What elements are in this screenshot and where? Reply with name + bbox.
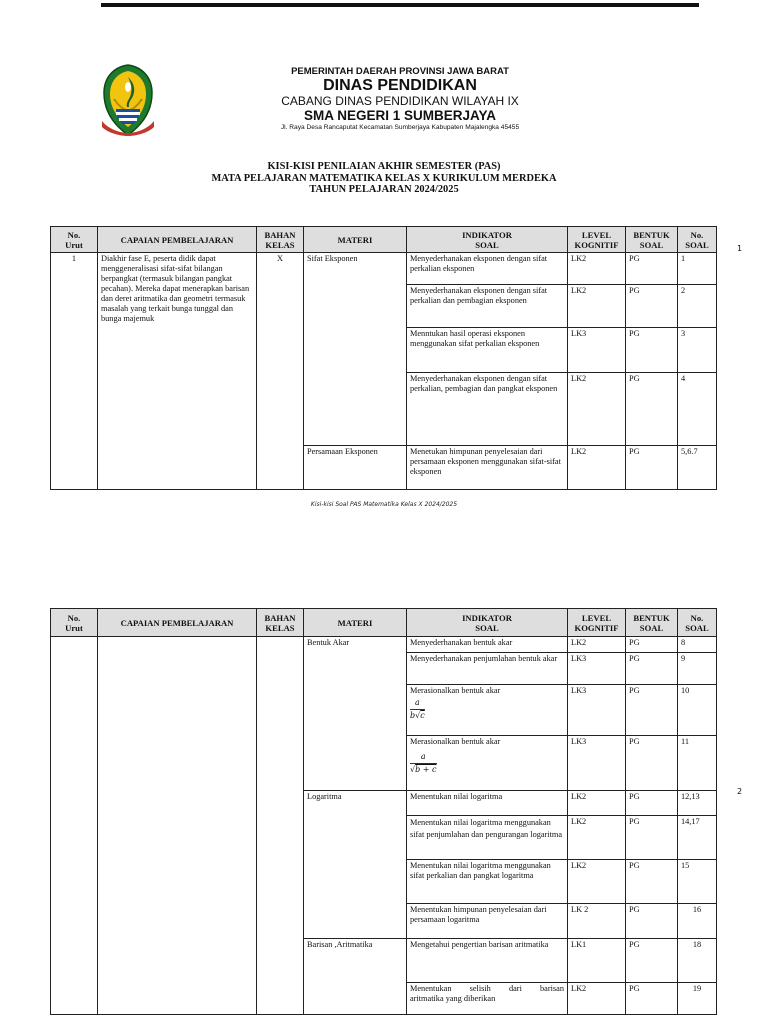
kisi-table-page-1 (50, 226, 717, 490)
cell-no-soal: 11 (678, 736, 717, 791)
cell-no-soal: 12,13 (678, 791, 717, 816)
cell-level: LK2 (568, 816, 626, 860)
cell-bentuk: PG (626, 653, 678, 685)
indikator-text-line: aritmatika yang diberikan (410, 994, 496, 1003)
cell-no-soal: 10 (678, 685, 717, 736)
cell-materi: Logaritma (304, 791, 407, 939)
cell-indikator: Menentukan nilai logaritma (407, 791, 568, 816)
cell-bentuk: PG (626, 285, 678, 328)
cell-no-soal: 3 (678, 328, 717, 373)
indikator-text: Merasionalkan bentuk akar (410, 686, 501, 695)
fraction-formula (410, 752, 437, 774)
letterhead-agency: DINAS PENDIDIKAN (323, 77, 477, 94)
col-header-bahan-kelas: BAHAN KELAS (257, 609, 304, 637)
cell-bentuk: PG (626, 685, 678, 736)
cell-bentuk: PG (626, 736, 678, 791)
cell-capaian (98, 637, 257, 1015)
cell-level: LK2 (568, 285, 626, 328)
cell-indikator: Menentukan nilai logaritma menggunakan sifat perkalian dan pangkat logaritma (407, 860, 568, 904)
col-header-no-urut: No. Urut (51, 227, 98, 253)
cell-no-urut (51, 637, 98, 1015)
cell-level: LK2 (568, 373, 626, 446)
cell-level: LK2 (568, 253, 626, 285)
col-header-bentuk: BENTUK SOAL (626, 227, 678, 253)
cell-indikator: Menyederhanakan eksponen dengan sifat perkalian dan pembagian eksponen (407, 285, 568, 328)
col-header-bahan-kelas: BAHAN KELAS (257, 227, 304, 253)
col-header-materi: MATERI (304, 609, 407, 637)
document-title (100, 161, 668, 196)
title-line-1: KISI-KISI PENILAIAN AKHIR SEMESTER (PAS) (267, 161, 501, 172)
cell-level: LK2 (568, 860, 626, 904)
cell-bentuk: PG (626, 860, 678, 904)
cell-materi: Barisan ,Aritmatika (304, 939, 407, 1015)
col-header-no-urut: No. Urut (51, 609, 98, 637)
col-header-level: LEVEL KOGNITIF (568, 609, 626, 637)
cell-no-soal: 1 (678, 253, 717, 285)
cell-level: LK1 (568, 939, 626, 983)
cell-no-urut: 1 (51, 253, 98, 490)
fraction-numerator: a (410, 752, 437, 764)
cell-indikator: Menyederhanakan penjumlahan bentuk akar (407, 653, 568, 685)
letterhead-school: SMA NEGERI 1 SUMBERJAYA (303, 108, 497, 123)
cell-indikator: Menentukan nilai logaritma menggunakan sifat penjumlahan dan pengurangan logaritma (407, 816, 568, 860)
top-rule (101, 3, 699, 7)
cell-bentuk: PG (626, 904, 678, 939)
fraction-denominator: √b + c (410, 765, 437, 774)
cell-kelas: X (257, 253, 304, 490)
cell-bentuk: PG (626, 373, 678, 446)
cell-level: LK2 (568, 983, 626, 1015)
cell-indikator: Menetukan himpunan penyelesaian dari persamaan eksponen menggunakan sifat-sifat eksponen (407, 446, 568, 490)
col-header-no-soal: No. SOAL (678, 609, 717, 637)
cell-bentuk: PG (626, 939, 678, 983)
cell-indikator (407, 685, 568, 736)
cell-indikator (407, 736, 568, 791)
fraction-numerator: a (410, 698, 425, 710)
cell-no-soal: 9 (678, 653, 717, 685)
cell-indikator: Menentukan himpunan penyelesaian dari persamaan logaritma (407, 904, 568, 939)
letterhead-address: Jl. Raya Desa Rancaputat Kecamatan Sumberjaya Kabupaten Majalengka 45455 (280, 124, 520, 131)
cell-indikator: Menyederhanakan eksponen dengan sifat perkalian, pembagian dan pangkat eksponen (407, 373, 568, 446)
kisi-table-page-2 (50, 608, 717, 1015)
table-row (51, 253, 717, 285)
col-header-capaian: CAPAIAN PEMBELAJARAN (98, 227, 257, 253)
col-header-capaian: CAPAIAN PEMBELAJARAN (98, 609, 257, 637)
cell-bentuk: PG (626, 791, 678, 816)
jawa-barat-crest-icon (100, 63, 156, 137)
cell-no-soal: 2 (678, 285, 717, 328)
fraction-denominator: b√c (410, 711, 425, 720)
cell-materi: Bentuk Akar (304, 637, 407, 791)
table-header-row (51, 227, 717, 253)
cell-level: LK 2 (568, 904, 626, 939)
cell-materi: Persamaan Eksponen (304, 446, 407, 490)
indikator-text-line: Menentukan selisih dari barisan (410, 984, 564, 993)
cell-no-soal: 18 (678, 939, 717, 983)
cell-level: LK3 (568, 685, 626, 736)
cell-bentuk: PG (626, 637, 678, 653)
table-header-row (51, 609, 717, 637)
indikator-text: Merasionalkan bentuk akar (410, 737, 501, 746)
table-row (51, 637, 717, 653)
col-header-indikator: INDIKATOR SOAL (407, 609, 568, 637)
cell-level: LK3 (568, 328, 626, 373)
col-header-level: LEVEL KOGNITIF (568, 227, 626, 253)
page-number-1: 1 (737, 244, 743, 253)
cell-bentuk: PG (626, 328, 678, 373)
col-header-bentuk: BENTUK SOAL (626, 609, 678, 637)
cell-level: LK3 (568, 653, 626, 685)
cell-no-soal: 19 (678, 983, 717, 1015)
title-line-2: MATA PELAJARAN MATEMATIKA KELAS X KURIKULUM MERDEKA (211, 172, 557, 184)
cell-no-soal: 4 (678, 373, 717, 446)
cell-level: LK3 (568, 736, 626, 791)
letterhead-branch: CABANG DINAS PENDIDIKAN WILAYAH IX (281, 94, 519, 108)
cell-bentuk: PG (626, 983, 678, 1015)
cell-no-soal: 5,6.7 (678, 446, 717, 490)
cell-no-soal: 15 (678, 860, 717, 904)
cell-materi: Sifat Eksponen (304, 253, 407, 446)
cell-kelas (257, 637, 304, 1015)
cell-level: LK2 (568, 446, 626, 490)
fraction-formula (410, 698, 425, 720)
cell-bentuk: PG (626, 253, 678, 285)
cell-indikator: Menntukan hasil operasi eksponen menggunakan sifat perkalian eksponen (407, 328, 568, 373)
cell-indikator: Menyederhanakan eksponen dengan sifat perkalian eksponen (407, 253, 568, 285)
title-line-3: TAHUN PELAJARAN 2024/2025 (309, 184, 459, 195)
cell-no-soal: 14,17 (678, 816, 717, 860)
cell-indikator (407, 983, 568, 1015)
cell-bentuk: PG (626, 446, 678, 490)
cell-indikator: Menyederhanakan bentuk akar (407, 637, 568, 653)
col-header-indikator: INDIKATOR SOAL (407, 227, 568, 253)
page-footer: Kisi-kisi Soal PAS Matematika Kelas X 2024/2025 (310, 501, 458, 508)
col-header-materi: MATERI (304, 227, 407, 253)
cell-indikator: Mengetahui pengertian barisan aritmatika (407, 939, 568, 983)
cell-level: LK2 (568, 791, 626, 816)
cell-level: LK2 (568, 637, 626, 653)
letterhead (160, 66, 640, 133)
letterhead-government: PEMERINTAH DAERAH PROVINSI JAWA BARAT (291, 66, 509, 77)
col-header-no-soal: No. SOAL (678, 227, 717, 253)
cell-no-soal: 16 (678, 904, 717, 939)
cell-bentuk: PG (626, 816, 678, 860)
cell-capaian: Diakhir fase E, peserta didik dapat menggeneralisasi sifat-sifat bilangan berpangkat (termasuk bilangan pangkat pecahan). Mereka dapat menerapkan barisan dan deret aritmatika dan geometri termasuk masalah yang terkait bunga tunggal dan bunga majemuk (98, 253, 257, 490)
page-number-2: 2 (737, 787, 743, 796)
cell-no-soal: 8 (678, 637, 717, 653)
